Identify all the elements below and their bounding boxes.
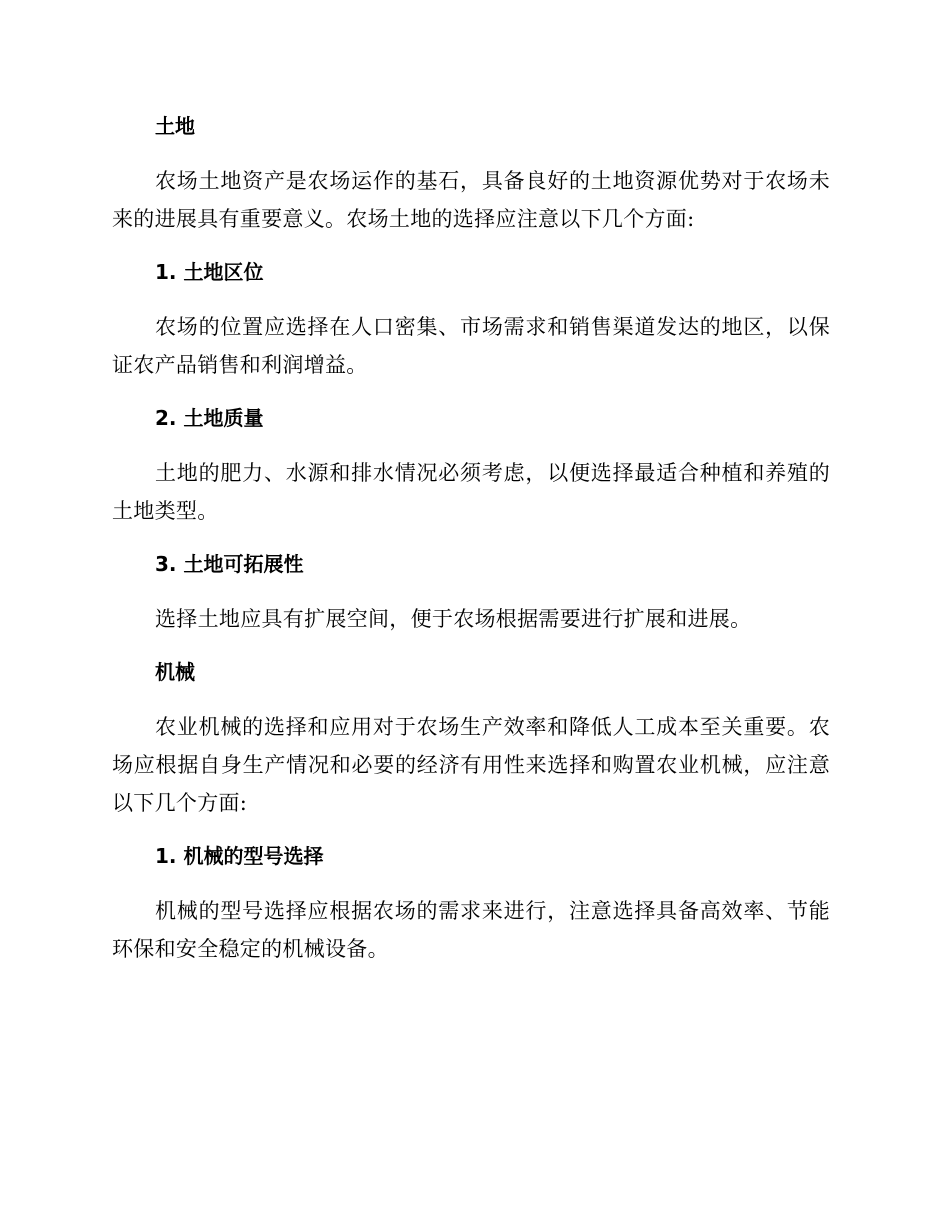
section-paragraph-land: 农场土地资产是农场运作的基石，具备良好的土地资源优势对于农场未来的进展具有重要意义。农场土地的选择应注意以下几个方面: bbox=[112, 169, 830, 231]
section-heading-land-location: 1. 土地区位 bbox=[155, 260, 264, 284]
document-page bbox=[112, 108, 830, 984]
section-paragraph-land-expandability: 选择土地应具有扩展空间，便于农场根据需要进行扩展和进展。 bbox=[155, 607, 752, 631]
section-heading-land-expandability: 3. 土地可拓展性 bbox=[155, 552, 304, 576]
section-heading-machinery: 机械 bbox=[155, 660, 195, 684]
section-paragraph-machinery-model: 机械的型号选择应根据农场的需求来进行，注意选择具备高效率、节能环保和安全稳定的机械设备。 bbox=[112, 899, 830, 961]
section-paragraph-machinery: 农业机械的选择和应用对于农场生产效率和降低人工成本至关重要。农场应根据自身生产情况和必要的经济有用性来选择和购置农业机械，应注意以下几个方面: bbox=[112, 715, 830, 815]
section-paragraph-land-location: 农场的位置应选择在人口密集、市场需求和销售渠道发达的地区，以保证农产品销售和利润增益。 bbox=[112, 315, 830, 377]
section-heading-land: 土地 bbox=[155, 114, 195, 138]
section-heading-machinery-model: 1. 机械的型号选择 bbox=[155, 844, 324, 868]
section-heading-land-quality: 2. 土地质量 bbox=[155, 406, 264, 430]
section-paragraph-land-quality: 土地的肥力、水源和排水情况必须考虑，以便选择最适合种植和养殖的土地类型。 bbox=[112, 461, 830, 523]
